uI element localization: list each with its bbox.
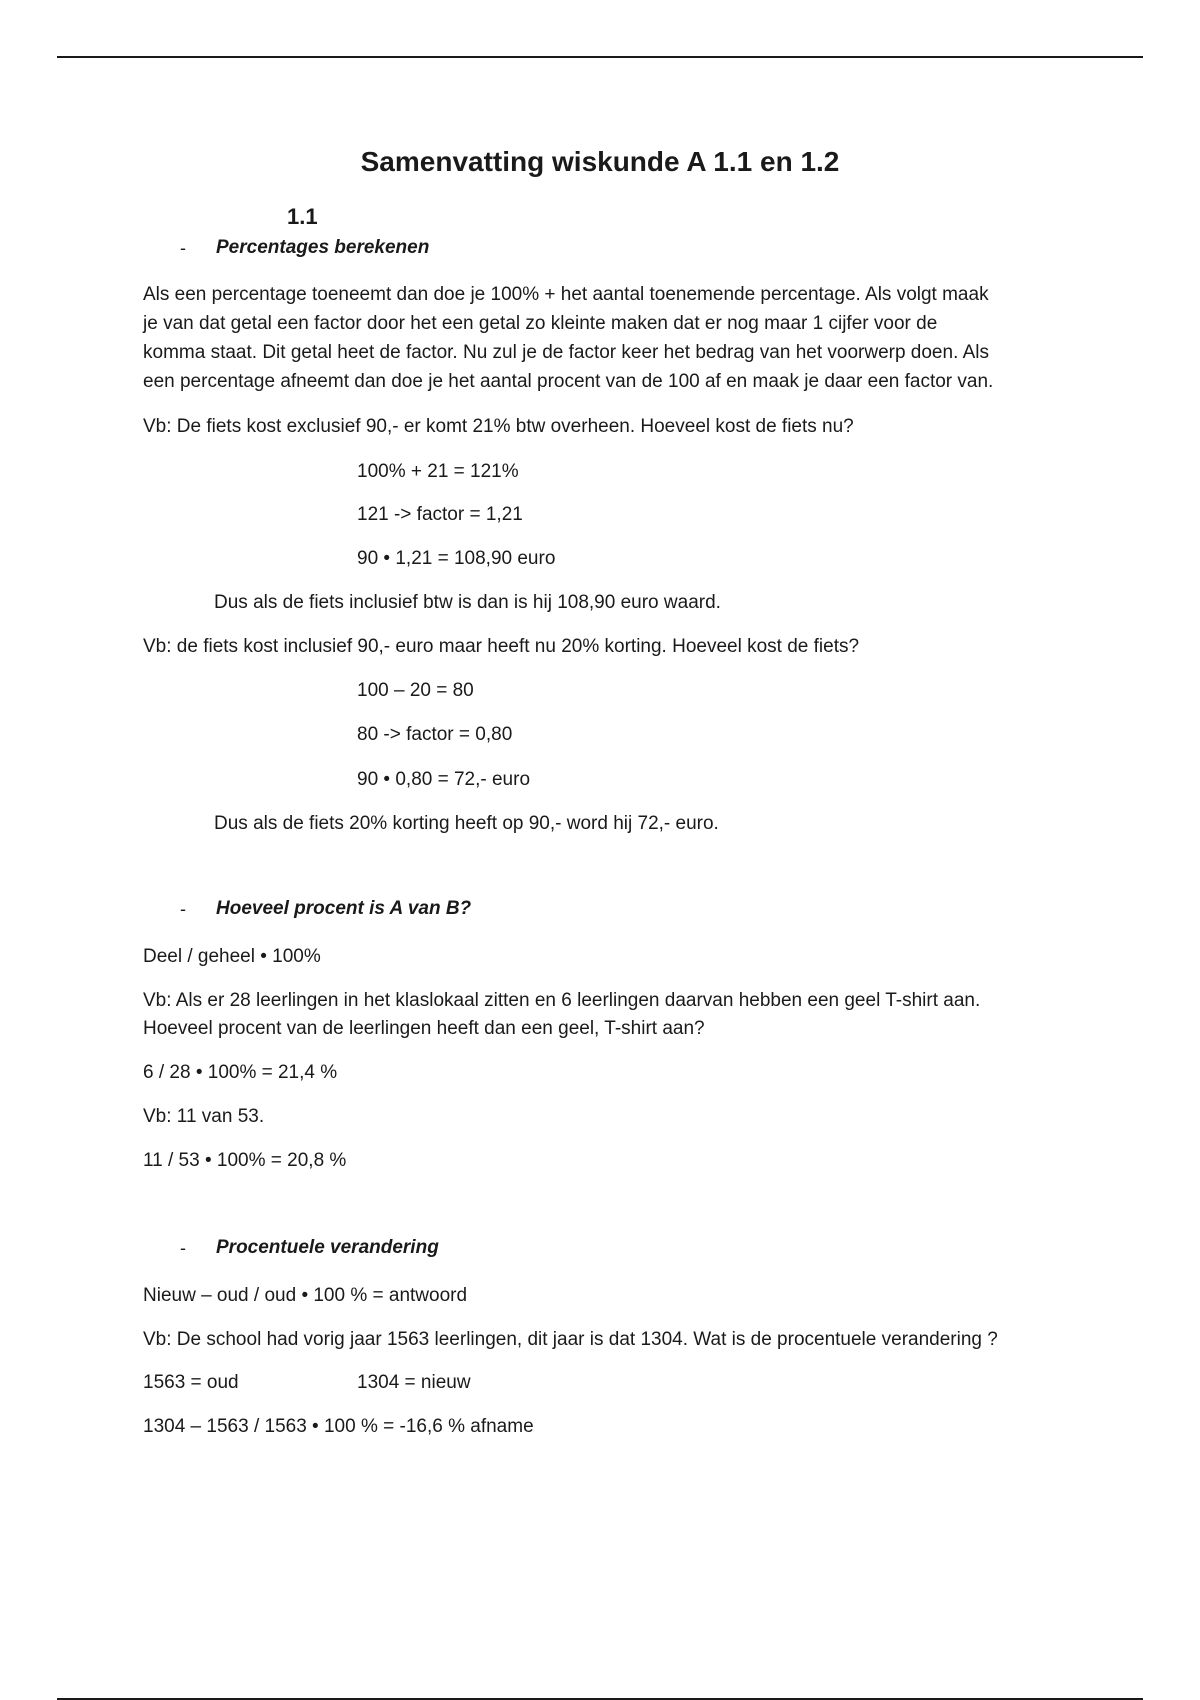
top-rule	[57, 56, 1143, 58]
calc-step: 100% + 21 = 121%	[357, 461, 519, 482]
example-conclusion: Dus als de fiets 20% korting heeft op 90,- word hij 72,- euro.	[214, 813, 719, 834]
intro-line: een percentage afneemt dan doe je het aantal procent van de 100 af en maak je daar een factor van.	[143, 371, 994, 392]
example-question: Vb: 11 van 53.	[143, 1106, 265, 1127]
heading-procentuele-verandering: Procentuele verandering	[216, 1237, 439, 1258]
section-number: 1.1	[287, 204, 318, 229]
calc-step: 90 • 0,80 = 72,- euro	[357, 769, 531, 790]
heading-hoeveel-procent: Hoeveel procent is A van B?	[216, 898, 472, 919]
intro-line: je van dat getal een factor door het een getal zo kleinte maken dat er nog maar 1 cijfer voor de	[143, 313, 938, 334]
intro-line: komma staat. Dit getal heet de factor. Nu zul je de factor keer het bedrag van het voorwerp doen. Als	[143, 342, 989, 363]
example-question: Vb: De school had vorig jaar 1563 leerlingen, dit jaar is dat 1304. Wat is de procentuele verandering ?	[143, 1329, 998, 1350]
calc-step: 100 – 20 = 80	[357, 680, 474, 701]
calc-step: 121 -> factor = 1,21	[357, 504, 523, 525]
value-nieuw: 1304 = nieuw	[357, 1372, 471, 1393]
calc-step: 80 -> factor = 0,80	[357, 724, 513, 745]
example-question: Vb: de fiets kost inclusief 90,- euro maar heeft nu 20% korting. Hoeveel kost de fiets?	[143, 636, 860, 657]
calc-step: 90 • 1,21 = 108,90 euro	[357, 548, 556, 569]
page-title: Samenvatting wiskunde A 1.1 en 1.2	[360, 146, 840, 177]
value-oud: 1563 = oud	[143, 1372, 239, 1393]
formula: Nieuw – oud / oud • 100 % = antwoord	[143, 1285, 468, 1306]
bullet-marker: -	[180, 899, 186, 919]
heading-percentages-berekenen: Percentages berekenen	[216, 237, 430, 258]
calc-step: 1304 – 1563 / 1563 • 100 % = -16,6 % afname	[143, 1416, 534, 1437]
example-question: Hoeveel procent van de leerlingen heeft dan een geel, T-shirt aan?	[143, 1018, 705, 1039]
example-question: Vb: De fiets kost exclusief 90,- er komt 21% btw overheen. Hoeveel kost de fiets nu?	[143, 416, 854, 437]
calc-step: 6 / 28 • 100% = 21,4 %	[143, 1062, 338, 1083]
calc-step: 11 / 53 • 100% = 20,8 %	[143, 1150, 347, 1171]
example-conclusion: Dus als de fiets inclusief btw is dan is hij 108,90 euro waard.	[214, 592, 721, 613]
intro-line: Als een percentage toeneemt dan doe je 100% + het aantal toenemende percentage. Als volgt maak	[143, 284, 989, 305]
example-question: Vb: Als er 28 leerlingen in het klaslokaal zitten en 6 leerlingen daarvan hebben een geel T-shirt aan.	[143, 990, 981, 1011]
formula: Deel / geheel • 100%	[143, 946, 321, 967]
bullet-marker: -	[180, 1238, 186, 1258]
bullet-marker: -	[180, 238, 186, 258]
